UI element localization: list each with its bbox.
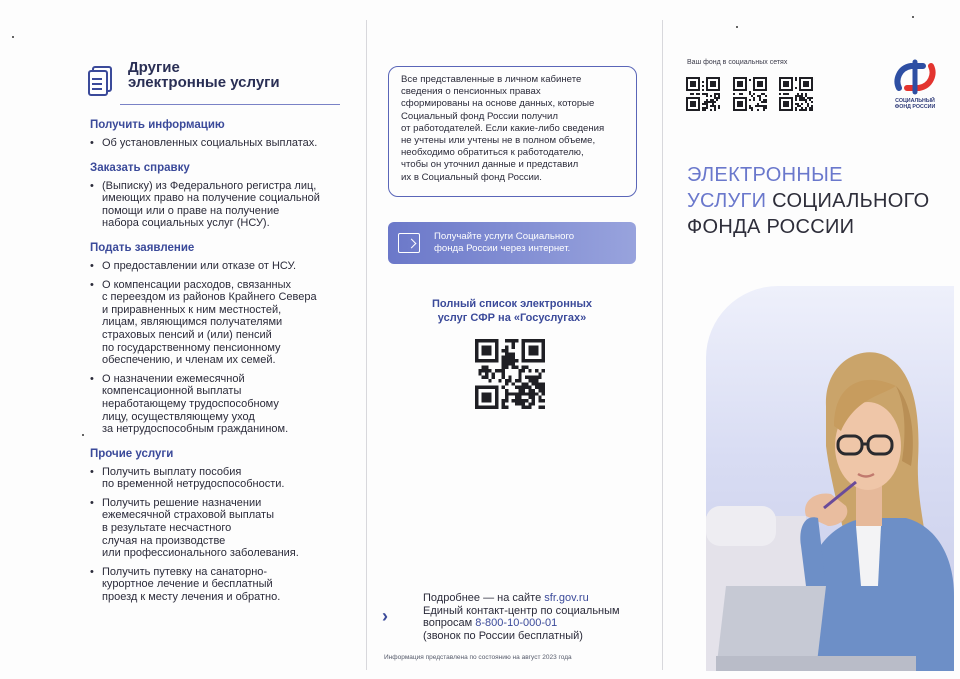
- list-item: • Получить решение назначении ежемесячной страховой выплаты в результате несчастного случая на производстве или профессионального заболевания.: [90, 497, 360, 560]
- banner-text: Получайте услуги Социального фонда России через интернет.: [434, 230, 575, 254]
- left-title-rule: [120, 104, 340, 105]
- section-get-info: [90, 119, 360, 150]
- gosuslugi-qr-code-icon[interactable]: [475, 339, 545, 409]
- list-item: • О предоставлении или отказе от НСУ.: [90, 260, 360, 273]
- phone-number[interactable]: 8-800-10-000-01: [475, 617, 558, 629]
- sfr-logo-mark-icon: [893, 58, 937, 96]
- left-header: [88, 60, 360, 98]
- section-order-certificate: [90, 162, 360, 230]
- social-qr-code-icon[interactable]: [733, 77, 767, 111]
- scan-speck: [736, 26, 738, 28]
- social-qr-code-icon[interactable]: [686, 77, 720, 111]
- chevron-right-icon: ›: [382, 606, 388, 626]
- section-submit-application: [90, 242, 360, 436]
- left-panel: [80, 60, 360, 610]
- left-title-line1: Другие: [128, 59, 180, 76]
- section-heading: Прочие услуги: [90, 447, 174, 460]
- social-qr-code-icon[interactable]: [779, 77, 813, 111]
- section-other-services: [90, 448, 360, 604]
- list-item: • Получить путевку на санаторно- курортное лечение и бесплатный проезд к месту лечения и обратно.: [90, 566, 360, 604]
- left-title-line2: электронные услуги: [128, 74, 280, 91]
- contact-phone-line: [423, 617, 650, 630]
- site-link[interactable]: sfr.gov.ru: [544, 592, 589, 604]
- fold-line-left: [366, 20, 367, 670]
- cover-title: [687, 162, 930, 240]
- cover-title-line3: ФОНДА РОССИИ: [687, 216, 855, 238]
- scan-speck: [912, 16, 914, 18]
- cover-title-line1: ЭЛЕКТРОННЫЕ: [687, 164, 843, 186]
- sfr-logo-text: СОЦИАЛЬНЫЙ ФОНД РОССИИ: [894, 98, 936, 110]
- fold-line-right: [662, 20, 663, 670]
- scan-speck: [82, 434, 84, 436]
- call-free-note: (звонок по России бесплатный): [423, 629, 583, 642]
- section-heading: Получить информацию: [90, 119, 225, 131]
- notice-text: Все представленные в личном кабинете сведения о пенсионных правах сформированы на основе данных, которые Социальный фонд России получил от работодателей. Если какие-либо сведения не учтены или учтены не в полном объеме, необходимо обратиться к работодателю, чтобы он уточнил данные и представил их в Социальный фонд России.: [401, 74, 605, 183]
- screen-cursor-icon: [398, 233, 420, 253]
- scan-speck: [12, 36, 14, 38]
- info-date-footnote: Информация представлена по состоянию на август 2023 года: [384, 654, 572, 661]
- contact-center-line: Единый контакт-центр по социальным: [423, 604, 620, 617]
- woman-illustration: [706, 286, 954, 671]
- gosuslugi-caption: Полный список электронных услуг СФР на «Госуслугах»: [431, 298, 592, 324]
- contact-site-line: [423, 592, 650, 605]
- cover-photo-woman-with-laptop: [706, 286, 954, 671]
- documents-icon: [88, 66, 116, 98]
- internet-services-banner: [388, 222, 636, 264]
- list-item: • Об установленных социальных выплатах.: [90, 137, 360, 150]
- cover-title-rest: СОЦИАЛЬНОГО: [766, 190, 930, 212]
- cover-title-highlight: УСЛУГИ: [687, 190, 767, 212]
- site-prefix: Подробнее — на сайте: [423, 592, 545, 604]
- section-heading: Подать заявление: [90, 241, 195, 254]
- list-item: • О компенсации расходов, связанных с переездом из районов Крайнего Севера и приравненных к ним местностей, лицам, являющимся получателями страховых пенсий и (или) пенсий по государственному пенсионному обеспечению, и членам их семей.: [90, 279, 360, 367]
- social-networks-label: Ваш фонд в социальных сетях: [687, 59, 788, 66]
- list-item: • Получить выплату пособия по временной нетрудоспособности.: [90, 466, 360, 491]
- sfr-logo: [890, 58, 940, 110]
- list-item: • (Выписку) из Федерального регистра лиц, имеющих право на получение социальной помощи или о праве на получение набора социальных услуг (НСУ).: [90, 180, 360, 230]
- list-item: • О назначении ежемесячной компенсационной выплаты неработающему трудоспособному лицу, осуществляющему уход за нетрудоспособным гражданином.: [90, 373, 360, 436]
- contacts-block: [380, 592, 650, 642]
- pension-data-notice: [388, 66, 637, 197]
- phone-prefix: вопросам: [423, 617, 476, 629]
- cover-title-line2: [687, 188, 930, 214]
- section-heading: Заказать справку: [90, 161, 190, 174]
